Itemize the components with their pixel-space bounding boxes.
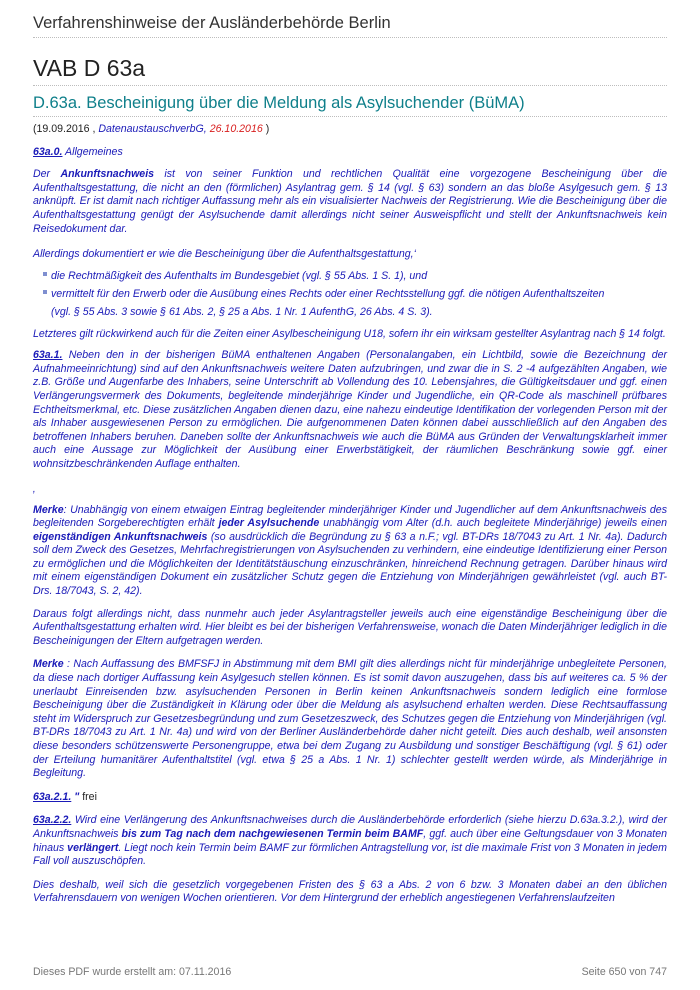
paragraph-allerdings: Allerdings dokumentiert er wie die Bescheinigung über die Aufenthaltsgestattung,‘ <box>33 248 416 261</box>
law-reference: DatenaustauschverbG, <box>98 123 207 135</box>
divider <box>33 85 667 86</box>
section-link-63a1[interactable]: 63a.1. <box>33 349 63 362</box>
list-item: die Rechtmäßigkeit des Aufenthalts im Bundesgebiet (vgl. § 55 Abs. 1 S. 1), und <box>33 267 667 285</box>
version-line: (19.09.2016 , DatenaustauschverbG, 26.10.2016 ) <box>33 123 270 135</box>
paragraph-ankunftsnachweis: Der Ankunftsnachweis ist von seiner Funktion und rechtlichen Qualität eine vorgezogene Bescheinigung über die Aufenthaltsgestattung, die nicht an den (förmlichen) Asylantrag gem. § 14 (vgl. § 63) sondern an das bloße Asylgesuch gem. § 13 anknüpft. Er ist damit nach richtiger Auffassung mehr als ein visualisierter Nachweis der Registrierung. Wie die Bescheinigung über die Aufenthaltsgestattung genügt der Asylsuchende damit allerdings nicht seiner Ausweispflicht und stellt der Ankunftsnachweis kein Reisedokument dar. <box>33 168 667 235</box>
paragraph-merke-1: Merke: Unabhängig von einem etwaigen Eintrag begleitender minderjähriger Kinder und Jugendlicher auf dem Ankunftsnachweis des begleitenden Sorgeberechtigten erhält jeder Asylsuchende unabhängig vom Alter (d.h. auch begleitete Minderjährige) jeweils einen eigenständigen Ankunftsnachweis (so ausdrücklich die Begründung zu § 63 a n.F.; vgl. BT-DRs 18/7043 zu Art. 1 Nr. 4a). Dadurch soll dem Zweck des Gesetzes, Mehrfachregistrierungen von Asylsuchenden zu verhindern, eine eindeutige Identifizierung einer Person zu ermöglichen und die Möglichkeiten der Identitätstäuschung einzuschränken, hinreichend Rechnung getragen. Darüber hinaus wird mit einem eigenständigen Dokument ein zusätzlicher Schutz gegen die Entziehung von Minderjährigen gewährleistet (vgl. auch BT-Drs. 18/7043, S. 2, 42). <box>33 503 667 598</box>
footer-created-date: Dieses PDF wurde erstellt am: 07.11.2016 <box>33 966 232 978</box>
section-heading-63a0: 63a.0. Allgemeines <box>33 145 123 158</box>
list-item: vermittelt für den Erwerb oder die Ausübung eines Rechts oder einer Rechtsstellung ggf. die nötigen Aufenthaltszeiten <box>33 285 667 303</box>
section-link-63a0[interactable]: 63a.0. <box>33 145 63 158</box>
paragraph-63a1: 63a.1. Neben den in der bisherigen BüMA enthaltenen Angaben (Personalangaben, ein Lichtbild, sowie die Bezeichnung der Aufnahmeeinrichtung) sind auf den Ankunftsnachweis weitere Daten aufzubringen, und zwar die in S. 2 -4 aufgezählten Angaben, wie z.B. Größe und Augenfarbe des Inhabers, seine Unterschrift ab Vollendung des 10. Lebensjahres, die Gültigkeitsdauer und ggf. einen Verlängerungsvermerk des Dokuments, begleitende minderjährige Kinder und Jugendliche, ein QR-Code als maschinell prüfbares Echtheitsmerkmal, etc. Diese zusätzlichen Angaben dienen dazu, eine nahezu eindeutige Identifikation der vorlegenden Person mit der als Inhaber ausgewiesenen Person zu ermöglichen. Die aufgenommenen Daten können dabei ausschließlich auf den Angaben des betroffenen Inhabers beruhen. Daneben sollte der Ankunftsnachweis wie auch die BüMA aus Gründen der Verwaltungsklarheit immer auch eine Aussage zur Möglichkeit der Ausübung einer Erwerbstätigkeit, der räumlichen Beschränkung sowie ggf. einer wohnsitzbeschränkenden Auflage enthalten. <box>33 349 667 470</box>
document-body <box>33 123 667 906</box>
section-heading-63a21: 63a.2.1. " frei <box>33 790 97 803</box>
bullet-icon <box>43 290 47 294</box>
paragraph-merke-2: Merke : Nach Auffassung des BMFSFJ in Abstimmung mit dem BMI gilt dies allerdings nicht für minderjährige unbegleitete Personen, da diese nach dortiger Auffassung kein Asylgesuch stellen können. Es ist somit davon auszugehen, dass bis auf weiteres ca. 5 % der unerlaubt Einreisenden bzw. asylsuchenden Personen in Berlin keinen Ankunftsnachweis sondern lediglich eine formlose Bescheinigung über die Zuständigkeit in Klärung oder über die Meldung als asylsuchend erhalten werden. Diese Rechtsauffassung steht im Widerspruch zur Gesetzesbegründung und zum Gesetzeszweck, des Schutzes gegen die Entziehung von Minderjährigen (vgl. BT-DRs 18/7043 zu Art. 1 Nr. 4a) und wird von der Berliner Ausländerbehörde daher nicht geteilt. Dies auch deshalb, weil ansonsten diese besonders schützenswerte Personengruppe, etwa bei dem Zugang zu Ausbildung und sonstiger Beschäftigung (vgl. § 61) oder der Erteilung humanitärer Aufenthaltstitel (vgl. etwa § 25 a Abs. 1 Nr. 1) schlechter gestellt werden würde, als Minderjährige in Begleitung. <box>33 658 667 780</box>
paragraph-63a22: 63a.2.2. Wird eine Verlängerung des Ankunftsnachweises durch die Ausländerbehörde erforderlich (siehe hierzu D.63a.3.2.), wird der Ankunftsnachweis bis zum Tag nach dem nachgewiesenen Termin beim BAMF, ggf. auch über eine Geltungsdauer von 3 Monaten hinaus verlängert. Liegt noch kein Termin beim BAMF zur förmlichen Antragstellung vor, ist die maximale Frist von 3 Monaten in jedem Fall voll auszuschöpfen. <box>33 814 667 868</box>
divider <box>33 37 667 38</box>
paragraph-dies-deshalb: Dies deshalb, weil sich die gesetzlich vorgegebenen Fristen des § 63 a Abs. 2 von 6 bzw. 3 Monaten dabei an den üblichen Verfahrensdauern von wenigen Wochen orientieren. Vor dem Hintergrund der erheblich angestiegenen Verfahrenslaufzeiten <box>33 878 667 905</box>
bullet-icon <box>43 272 47 276</box>
document-page <box>33 0 667 990</box>
document-title: VAB D 63a <box>33 55 146 81</box>
divider <box>33 116 667 117</box>
law-date: 26.10.2016 <box>209 123 263 135</box>
section-link-63a21[interactable]: 63a.2.1. <box>33 790 72 803</box>
stray-mark: ‚ <box>33 482 36 495</box>
section-title: D.63a. Bescheinigung über die Meldung als Asylsuchender (BüMA) <box>33 94 525 112</box>
site-title: Verfahrenshinweise der Ausländerbehörde Berlin <box>33 14 391 32</box>
bullet-continuation: (vgl. § 55 Abs. 3 sowie § 61 Abs. 2, § 25 a Abs. 1 Nr. 1 AufenthG, 26 Abs. 4 S. 3). <box>51 306 433 319</box>
paragraph-letzteres: Letzteres gilt rückwirkend auch für die Zeiten einer Asylbescheinigung U18, sofern ihr ein wirksam gestellter Asylantrag nach § 14 folgt. <box>33 328 666 341</box>
footer-page-number: Seite 650 von 747 <box>581 966 667 978</box>
section-link-63a22[interactable]: 63a.2.2. <box>33 814 72 827</box>
bullet-list <box>33 267 667 303</box>
paragraph-daraus: Daraus folgt allerdings nicht, dass nunmehr auch jeder Asylantragsteller jeweils auch eine eigenständige Bescheinigung über die Aufenthaltsgestattung erhalten wird. Hier bleibt es bei der bisherigen Verfahrensweise, wonach die Daten Minderjähriger lediglich in die Bescheinigungen der Eltern aufgetragen werden. <box>33 607 667 647</box>
